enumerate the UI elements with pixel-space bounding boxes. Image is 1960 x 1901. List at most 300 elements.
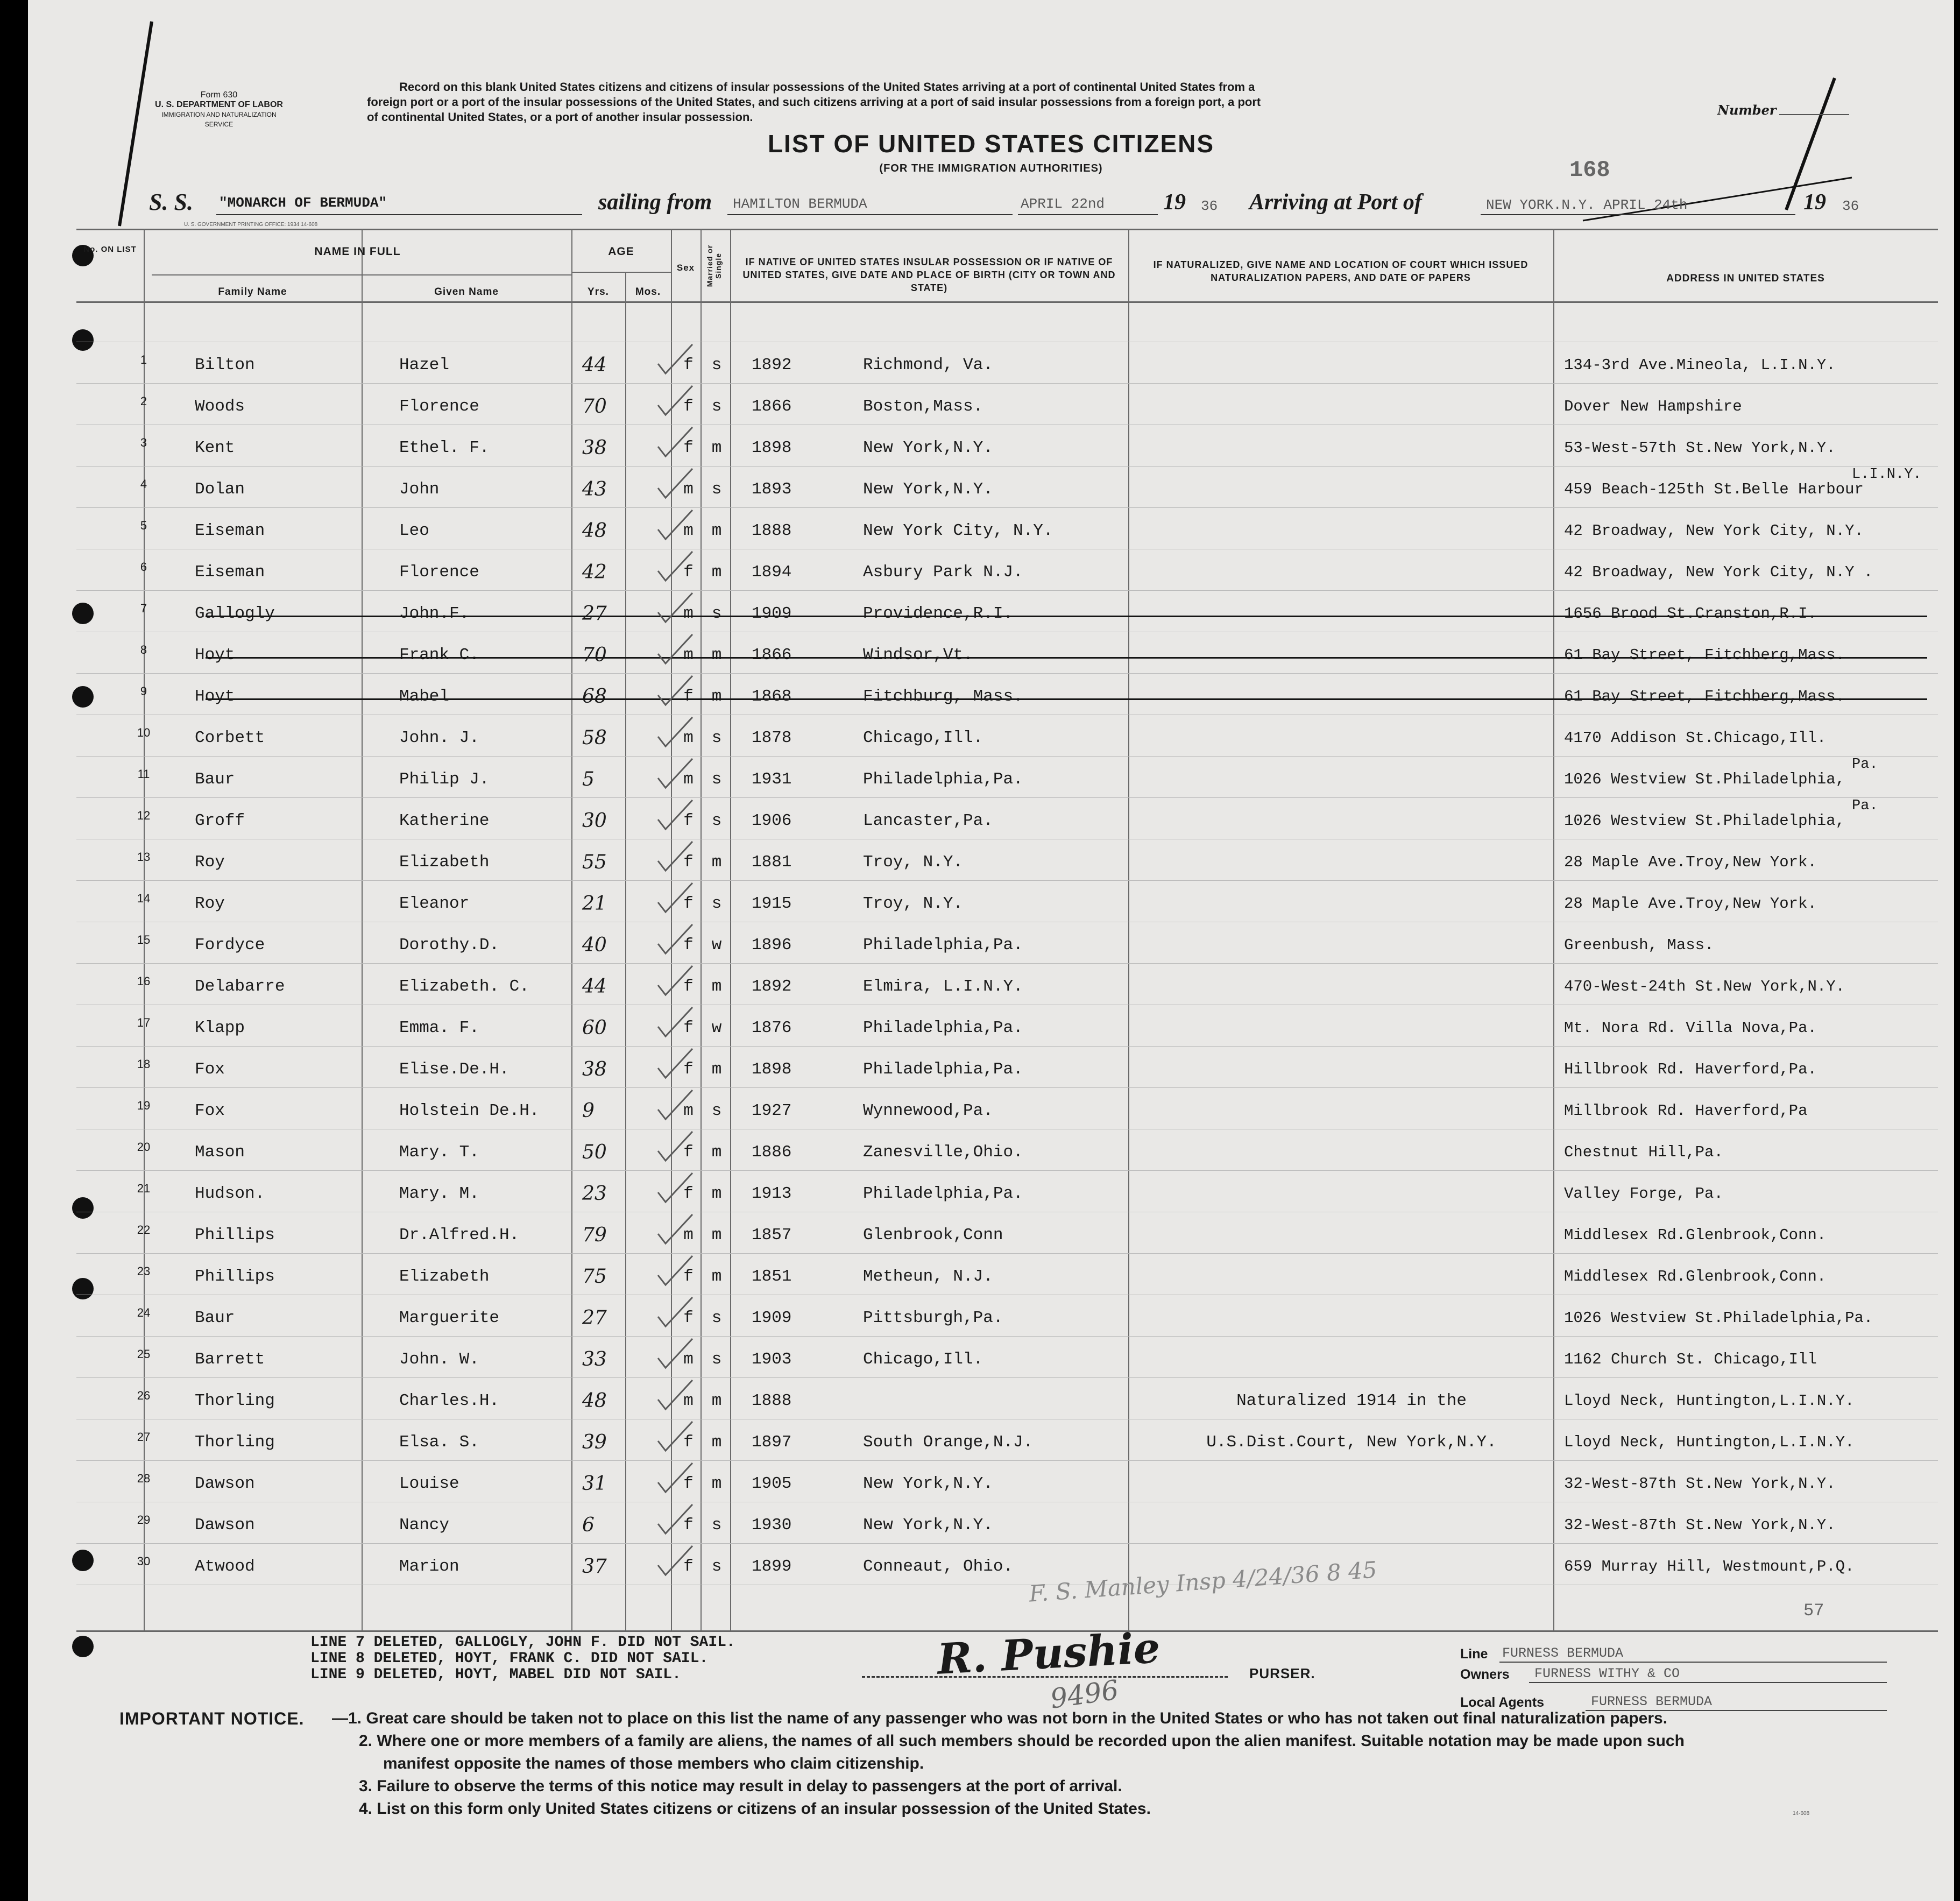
cell-age: 21 (582, 893, 607, 915)
intro-line: Record on this blank United States citizens and citizens of insular possessions of the United States arriving at a port of continental United States from a (399, 80, 1255, 94)
cell-age: 5 (582, 768, 595, 790)
cell-age: 33 (582, 1348, 607, 1370)
check-mark (658, 759, 692, 788)
purser-signature: R. Pushie (936, 1623, 1162, 1684)
col-header-address: ADDRESS IN UNITED STATES (1666, 273, 1825, 284)
cell-sex: m (683, 604, 694, 623)
cell-no: 13 (137, 850, 151, 864)
cell-sex: f (683, 1516, 694, 1535)
cell-place: Richmond, Va. (863, 356, 993, 374)
sailing-from-label: sailing from (598, 190, 712, 215)
col-header-naturalized: IF NATURALIZED, GIVE NAME AND LOCATION OF COURT WHICH ISSUED NATURALIZATION PAPERS, AND DATE OF PAPERS (1153, 259, 1529, 283)
signature-line (862, 1676, 1228, 1678)
cell-given: Katherine (399, 811, 490, 830)
cell-ms: s (711, 811, 722, 830)
cell-age: 48 (582, 520, 607, 542)
cell-given: Elizabeth. C. (399, 977, 529, 996)
cell-addr: 28 Maple Ave.Troy,New York. (1564, 895, 1817, 913)
number-label: Number (1717, 102, 1777, 118)
cell-family: Fordyce (195, 936, 265, 955)
cell-place: Philadelphia,Pa. (863, 770, 1023, 789)
page-number: 168 (1569, 157, 1610, 183)
cell-year: 1876 (752, 1019, 792, 1037)
cell-addr: 470-West-24th St.New York,N.Y. (1564, 978, 1845, 995)
cell-year: 1888 (752, 521, 792, 540)
cell-ms: s (711, 770, 722, 789)
check-mark (658, 593, 692, 622)
cell-age: 31 (582, 1473, 607, 1495)
check-mark (658, 552, 692, 581)
cell-family: Atwood (195, 1557, 255, 1576)
cell-no: 15 (137, 933, 151, 946)
cell-year: 1866 (752, 646, 792, 665)
cell-sex: f (683, 894, 694, 913)
col-header-mos: Mos. (635, 286, 661, 298)
col-header-family: Family Name (218, 286, 287, 298)
arrival-year: 36 (1842, 198, 1859, 214)
cell-addr: Hillbrook Rd. Haverford,Pa. (1564, 1061, 1817, 1078)
manifest-sheet (28, 0, 1954, 1901)
owners-value: FURNESS WITHY & CO (1534, 1666, 1680, 1681)
cell-family: Corbett (195, 729, 265, 747)
cell-family: Gallogly (195, 604, 275, 623)
cell-given: John (399, 480, 440, 499)
cell-ms: m (711, 1433, 722, 1452)
cell-addr: 1026 Westview St.Philadelphia,Pa. (1564, 1309, 1873, 1327)
intro-line: of continental United States, or a port of another insular possession. (367, 110, 753, 124)
cell-age: 37 (582, 1556, 607, 1578)
cell-year: 1899 (752, 1557, 792, 1576)
cell-place: Chicago,Ill. (863, 1350, 983, 1369)
form-title: LIST OF UNITED STATES CITIZENS (767, 130, 1215, 158)
cell-age: 68 (582, 686, 607, 708)
cell-addr: 1026 Westview St.Philadelphia, (1564, 812, 1845, 830)
cell-place: Windsor,Vt. (863, 646, 973, 665)
cell-addr: Lloyd Neck, Huntington,L.I.N.Y. (1564, 1392, 1855, 1410)
cell-year: 1930 (752, 1516, 792, 1535)
agents-value: FURNESS BERMUDA (1591, 1694, 1713, 1709)
cell-place: Troy, N.Y. (863, 894, 964, 913)
cell-age: 23 (582, 1183, 607, 1205)
cell-age: 75 (582, 1266, 607, 1288)
cell-given: Marguerite (399, 1309, 500, 1327)
cell-year: 1892 (752, 977, 792, 996)
cell-ms: m (711, 1143, 722, 1162)
cell-no: 25 (137, 1347, 151, 1361)
cell-sex: m (683, 521, 694, 540)
sailing-port: HAMILTON BERMUDA (733, 196, 867, 212)
cell-given: Mary. T. (399, 1143, 479, 1162)
cell-ms: s (711, 397, 722, 416)
cell-family: Eiseman (195, 521, 265, 540)
cell-addr: 32-West-87th St.New York,N.Y. (1564, 1475, 1836, 1493)
cell-year: 1894 (752, 563, 792, 582)
intro-line: foreign port or a port of the insular possessions of the United States, and such citizens arriving at a port of said insular possessions from a foreign port, a port (367, 95, 1261, 109)
cell-ms: m (711, 1267, 722, 1286)
cell-year: 1898 (752, 1060, 792, 1079)
cell-addr-overflow: Pa. (1852, 798, 1878, 814)
cell-age: 48 (582, 1390, 607, 1412)
cell-sex: f (683, 936, 694, 955)
ss-label: S. S. (149, 189, 193, 215)
cell-year: 1898 (752, 439, 792, 457)
cell-given: Leo (399, 521, 429, 540)
cell-family: Woods (195, 397, 245, 416)
cell-no: 26 (137, 1389, 151, 1402)
cell-place: New York,N.Y. (863, 1474, 993, 1493)
cell-sex: m (683, 480, 694, 499)
cell-year: 1851 (752, 1267, 792, 1286)
cell-addr: 1026 Westview St.Philadelphia, (1564, 771, 1845, 788)
cell-year: 1927 (752, 1101, 792, 1120)
col-header-married: Married or Single (705, 244, 723, 287)
col-header-age: AGE (608, 245, 634, 258)
cell-place: Elmira, L.I.N.Y. (863, 977, 1023, 996)
cell-ms: s (711, 729, 722, 747)
cell-no: 29 (137, 1513, 151, 1527)
check-mark (658, 842, 692, 871)
cell-place: Zanesville,Ohio. (863, 1143, 1023, 1162)
cell-family: Eiseman (195, 563, 265, 582)
cell-place: Boston,Mass. (863, 397, 983, 416)
check-mark (658, 1297, 692, 1326)
cell-no: 21 (137, 1182, 151, 1195)
cell-place: Pittsburgh,Pa. (863, 1309, 1003, 1327)
cell-sex: f (683, 1060, 694, 1079)
cell-ms: s (711, 604, 722, 623)
cell-addr: Dover New Hampshire (1564, 398, 1742, 415)
form-number: Form 630 (200, 90, 238, 100)
cell-place: Conneaut, Ohio. (863, 1557, 1014, 1576)
cell-sex: f (683, 397, 694, 416)
cell-age: 43 (582, 478, 607, 500)
cell-ms: s (711, 1350, 722, 1369)
cell-family: Bilton (195, 356, 255, 374)
purser-label: PURSER. (1249, 1665, 1315, 1681)
stamp-number: 9496 (1048, 1674, 1121, 1715)
cell-family: Hoyt (195, 687, 235, 706)
cell-year: 1892 (752, 356, 792, 374)
cell-no: 24 (137, 1306, 151, 1319)
cell-sex: f (683, 1433, 694, 1452)
cell-family: Dawson (195, 1516, 255, 1535)
cell-sex: f (683, 853, 694, 872)
line-value-rule (1499, 1662, 1887, 1663)
cell-sex: f (683, 1309, 694, 1327)
inspector-note: F. S. Manley Insp 4/24/36 8 45 (1028, 1556, 1378, 1607)
cell-ms: m (711, 1184, 722, 1203)
cell-sex: f (683, 1557, 694, 1576)
cell-year: 1893 (752, 480, 792, 499)
check-mark (658, 1049, 692, 1078)
cell-sex: f (683, 356, 694, 374)
cell-ms: m (711, 1060, 722, 1079)
cell-given: Ethel. F. (399, 439, 490, 457)
cell-age: 38 (582, 1058, 607, 1080)
cell-ms: m (711, 646, 722, 665)
cell-sex: f (683, 1184, 694, 1203)
col-header-given: Given Name (434, 286, 499, 298)
cell-ms: m (711, 1474, 722, 1493)
cell-given: Nancy (399, 1516, 450, 1535)
arrival-year-prefix: 19 (1803, 190, 1826, 215)
check-mark (658, 427, 692, 456)
cell-no: 6 (140, 560, 147, 574)
cell-family: Kent (195, 439, 235, 457)
cell-ms: w (711, 1019, 722, 1037)
cell-addr: 32-West-87th St.New York,N.Y. (1564, 1516, 1836, 1534)
cell-no: 18 (137, 1057, 151, 1071)
check-mark (658, 1504, 692, 1533)
cell-year: 1886 (752, 1143, 792, 1162)
cell-no: 23 (137, 1264, 151, 1278)
cell-no: 9 (140, 684, 147, 698)
col-header-birth: IF NATIVE OF UNITED STATES INSULAR POSSESSION OR IF NATIVE OF UNITED STATES, GIVE DATE AND PLACE OF BIRTH (CITY OR TOWN AND STATE) (742, 257, 1116, 293)
cell-given: Holstein De.H. (399, 1101, 540, 1120)
cell-sex: m (683, 770, 694, 789)
cell-given: Mabel (399, 687, 450, 706)
col-header-yrs: Yrs. (588, 286, 609, 298)
cell-given: Emma. F. (399, 1019, 479, 1037)
cell-family: Roy (195, 894, 225, 913)
cell-family: Groff (195, 811, 245, 830)
cell-ms: m (711, 977, 722, 996)
check-mark (658, 1339, 692, 1368)
cell-year: 1905 (752, 1474, 792, 1493)
cell-family: Hoyt (195, 646, 235, 665)
cell-nat: Naturalized 1914 in the (1236, 1391, 1467, 1410)
cell-year: 1866 (752, 397, 792, 416)
cell-family: Mason (195, 1143, 245, 1162)
cell-addr: Middlesex Rd.Glenbrook,Conn. (1564, 1268, 1827, 1285)
cell-place: Providence,R.I. (863, 604, 1014, 623)
cell-sex: f (683, 439, 694, 457)
cell-given: Elizabeth (399, 853, 490, 872)
cell-addr: 42 Broadway, New York City, N.Y . (1564, 563, 1873, 581)
cell-age: 9 (582, 1100, 595, 1122)
check-mark (658, 634, 692, 663)
check-mark (658, 510, 692, 539)
check-mark (658, 469, 692, 498)
cell-given: Elizabeth (399, 1267, 490, 1286)
cell-given: Marion (399, 1557, 459, 1576)
cell-year: 1857 (752, 1226, 792, 1245)
cell-year: 1878 (752, 729, 792, 747)
cell-age: 39 (582, 1431, 607, 1453)
cell-addr: 134-3rd Ave.Mineola, L.I.N.Y. (1564, 356, 1836, 374)
cell-family: Baur (195, 1309, 235, 1327)
cell-no: 11 (137, 767, 150, 781)
cell-age: 70 (582, 395, 607, 418)
cell-addr: 459 Beach-125th St.Belle Harbour (1564, 480, 1864, 498)
cell-given: John. W. (399, 1350, 479, 1369)
cell-place: Philadelphia,Pa. (863, 936, 1023, 955)
cell-place: New York,N.Y. (863, 1516, 993, 1535)
cell-year: 1897 (752, 1433, 792, 1452)
cell-addr: 659 Murray Hill, Westmount,P.Q. (1564, 1558, 1855, 1575)
cell-year: 1913 (752, 1184, 792, 1203)
cell-year: 1906 (752, 811, 792, 830)
cell-family: Thorling (195, 1433, 275, 1452)
deletion-note: LINE 7 DELETED, GALLOGLY, JOHN F. DID NOT SAIL. (310, 1634, 735, 1651)
cell-place: Fitchburg, Mass. (863, 687, 1023, 706)
cell-given: Charles.H. (399, 1391, 500, 1410)
cell-addr: Greenbush, Mass. (1564, 936, 1714, 954)
cell-sex: m (683, 729, 694, 747)
cell-year: 1909 (752, 604, 792, 623)
cell-place: Troy, N.Y. (863, 853, 964, 872)
sailing-year-prefix: 19 (1163, 190, 1186, 215)
deletion-note: LINE 9 DELETED, HOYT, MABEL DID NOT SAIL. (310, 1666, 681, 1683)
cell-age: 6 (582, 1514, 595, 1536)
cell-family: Baur (195, 770, 235, 789)
notice-item-4: 4. List on this form only United States citizens or citizens of an insular possession of the United States. (359, 1800, 1151, 1818)
cell-no: 19 (137, 1099, 151, 1112)
cell-sex: m (683, 1226, 694, 1245)
cell-age: 44 (582, 976, 607, 998)
cell-addr: 4170 Addison St.Chicago,Ill. (1564, 729, 1827, 747)
cell-given: John. J. (399, 729, 479, 747)
sailing-date: APRIL 22nd (1021, 196, 1105, 212)
cell-age: 55 (582, 851, 607, 873)
cell-place: Chicago,Ill. (863, 729, 983, 747)
cell-ms: s (711, 894, 722, 913)
cell-given: Elise.De.H. (399, 1060, 510, 1079)
cell-ms: s (711, 480, 722, 499)
cell-family: Dolan (195, 480, 245, 499)
notice-item-2-cont: manifest opposite the names of those members who claim citizenship. (383, 1755, 924, 1772)
cell-addr: Valley Forge, Pa. (1564, 1185, 1723, 1203)
cell-addr: 1162 Church St. Chicago,Ill (1564, 1351, 1817, 1368)
cell-given: Dorothy.D. (399, 936, 500, 955)
cell-ms: m (711, 563, 722, 582)
cell-year: 1915 (752, 894, 792, 913)
check-mark (658, 1132, 692, 1161)
line-label: Line (1460, 1646, 1488, 1662)
cell-no: 1 (140, 353, 147, 366)
cell-year: 1896 (752, 936, 792, 955)
cell-no: 5 (140, 519, 147, 532)
cell-no: 14 (137, 892, 151, 905)
cell-addr: Mt. Nora Rd. Villa Nova,Pa. (1564, 1019, 1817, 1037)
check-mark (658, 1214, 692, 1243)
cell-age: 42 (582, 561, 607, 583)
cell-sex: f (683, 1474, 694, 1493)
cell-given: Eleanor (399, 894, 470, 913)
cell-age: 44 (582, 354, 607, 376)
cell-no: 20 (137, 1140, 151, 1154)
check-mark (658, 1422, 692, 1451)
cell-addr: Chestnut Hill,Pa. (1564, 1143, 1723, 1161)
cell-ms: s (711, 1557, 722, 1576)
cell-year: 1903 (752, 1350, 792, 1369)
cell-sex: m (683, 1101, 694, 1120)
notice-item-1: —1. Great care should be taken not to place on this list the name of any passenger who was not born in the United States or who has not taken out final naturalization papers. (332, 1709, 1668, 1727)
col-header-sex: Sex (676, 263, 695, 273)
form-code: 14-608 (1793, 1811, 1810, 1817)
form-subtitle: (FOR THE IMMIGRATION AUTHORITIES) (879, 162, 1103, 174)
notice-item-3: 3. Failure to observe the terms of this notice may result in delay to passengers at the port of arrival. (359, 1777, 1122, 1795)
cell-family: Fox (195, 1101, 225, 1120)
cell-place: Philadelphia,Pa. (863, 1184, 1023, 1203)
cell-no: 4 (140, 477, 147, 491)
cell-given: Louise (399, 1474, 459, 1493)
check-mark (658, 1173, 692, 1202)
cell-family: Roy (195, 853, 225, 872)
cell-sex: m (683, 1391, 694, 1410)
cell-age: 79 (582, 1224, 607, 1246)
cell-place: New York,N.Y. (863, 480, 993, 499)
notice-item-2: 2. Where one or more members of a family are aliens, the names of all such members should be recorded upon the alien manifest. Suitable notation may be made upon such (359, 1732, 1685, 1750)
cell-family: Hudson. (195, 1184, 265, 1203)
cell-sex: f (683, 1143, 694, 1162)
cell-no: 12 (137, 809, 151, 822)
cell-family: Fox (195, 1060, 225, 1079)
arriving-label: Arriving at Port of (1249, 190, 1422, 215)
cell-place: South Orange,N.J. (863, 1433, 1034, 1452)
sheet-count: 57 (1803, 1601, 1824, 1621)
cell-given: Frank C. (399, 646, 479, 665)
cell-ms: m (711, 853, 722, 872)
deletion-notes (310, 1635, 735, 1683)
cell-family: Delabarre (195, 977, 285, 996)
cell-ms: m (711, 439, 722, 457)
cell-place: Philadelphia,Pa. (863, 1060, 1023, 1079)
cell-ms: w (711, 936, 722, 955)
cell-given: Hazel (399, 356, 450, 374)
cell-age: 30 (582, 810, 607, 832)
check-mark (658, 1007, 692, 1036)
cell-place: Lancaster,Pa. (863, 811, 993, 830)
check-mark (658, 344, 692, 373)
cell-ms: m (711, 1391, 722, 1410)
service-name: IMMIGRATION AND NATURALIZATION SERVICE (161, 111, 277, 128)
cell-sex: f (683, 1019, 694, 1037)
notice-heading: IMPORTANT NOTICE. (119, 1709, 305, 1728)
cell-ms: m (711, 1226, 722, 1245)
cell-addr: 53-West-57th St.New York,N.Y. (1564, 439, 1836, 457)
cell-sex: f (683, 563, 694, 582)
cell-no: 27 (137, 1430, 151, 1444)
cell-given: John.F. (399, 604, 470, 623)
check-marks (28, 0, 1954, 1668)
cell-no: 7 (140, 602, 147, 615)
cell-place: Asbury Park N.J. (863, 563, 1023, 582)
cell-family: Thorling (195, 1391, 275, 1410)
cell-addr: Middlesex Rd.Glenbrook,Conn. (1564, 1226, 1827, 1244)
cell-sex: m (683, 1350, 694, 1369)
cell-no: 2 (140, 394, 147, 408)
col-header-no: No. ON LIST (83, 245, 137, 254)
cell-ms: s (711, 356, 722, 374)
arrival-port-date: NEW YORK.N.Y. APRIL 24th (1486, 197, 1688, 213)
cell-place: Philadelphia,Pa. (863, 1019, 1023, 1037)
cell-no: 28 (137, 1472, 151, 1485)
cell-sex: f (683, 687, 694, 706)
cell-place: New York City, N.Y. (863, 521, 1053, 540)
print-mark: U. S. GOVERNMENT PRINTING OFFICE: 1934 14-608 (184, 222, 318, 228)
check-mark (658, 1380, 692, 1409)
cell-family: Phillips (195, 1226, 275, 1245)
cell-ms: s (711, 1516, 722, 1535)
cell-addr: Millbrook Rd. Haverford,Pa (1564, 1102, 1808, 1120)
cell-family: Phillips (195, 1267, 275, 1286)
cell-sex: f (683, 811, 694, 830)
cell-no: 16 (137, 974, 151, 988)
cell-place: Glenbrook,Conn (863, 1226, 1003, 1245)
check-mark (658, 883, 692, 912)
deletion-note: LINE 8 DELETED, HOYT, FRANK C. DID NOT SAIL. (310, 1650, 709, 1667)
